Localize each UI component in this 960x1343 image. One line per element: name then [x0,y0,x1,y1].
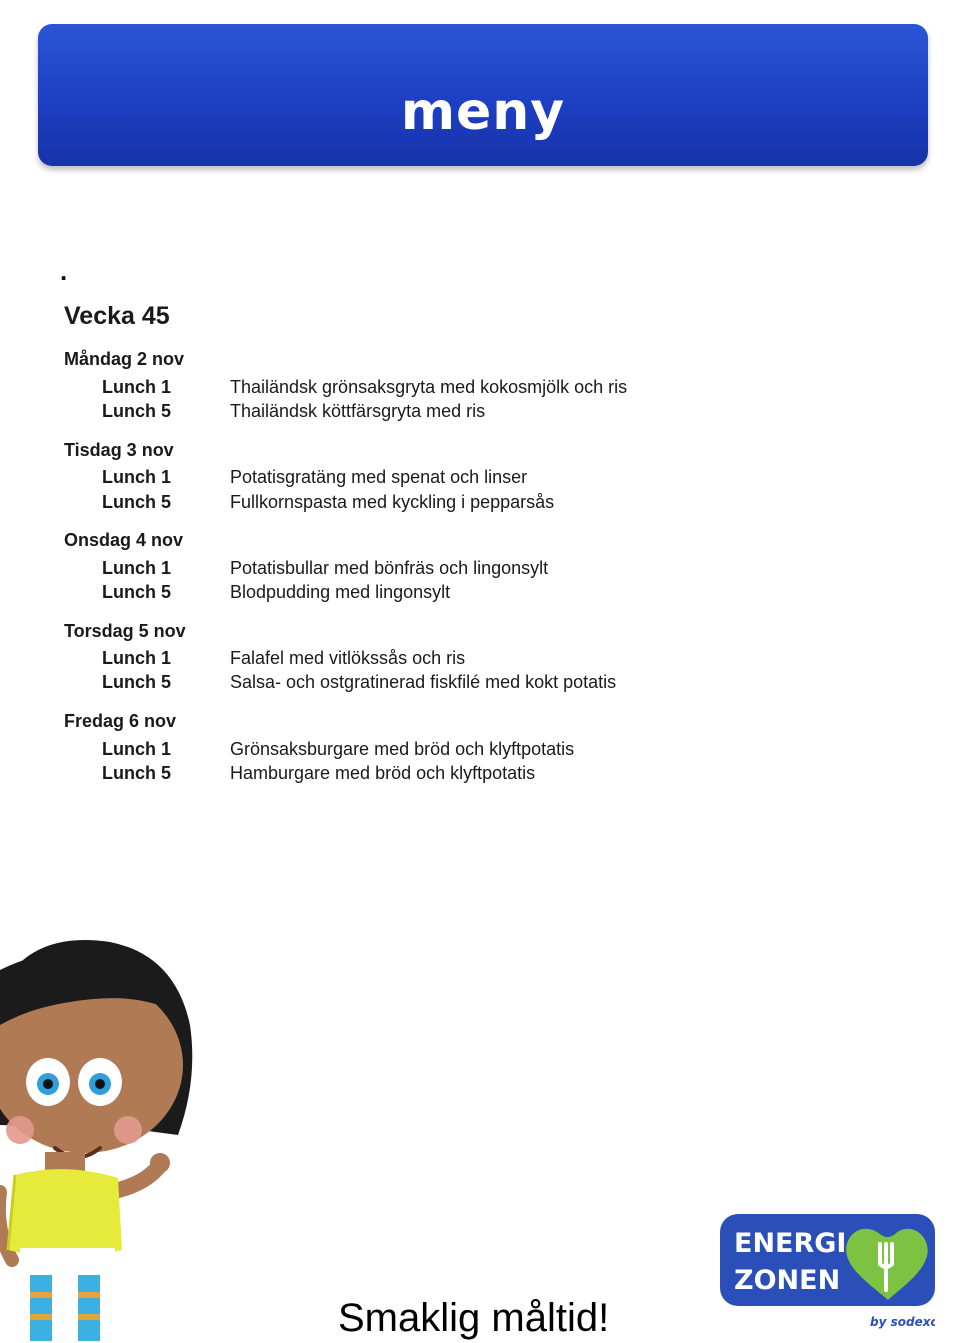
day-heading: Måndag 2 nov [64,349,185,369]
lunch-label: Lunch 5 [102,401,172,421]
dish-text: Potatisgratäng med spenat och linser [230,467,528,487]
header-banner [38,24,928,166]
dish-text: Fullkornspasta med kyckling i pepparsås [230,492,555,512]
dish-text: Thailändsk köttfärsgryta med ris [230,401,486,421]
logo-line1: ENERGI [734,1228,847,1259]
lunch-label: Lunch 1 [102,648,172,668]
dish-text: Blodpudding med lingonsylt [230,582,451,602]
energizonen-logo [720,1214,935,1338]
lunch-label: Lunch 1 [102,558,172,578]
child-mascot-illustration [0,930,260,1341]
day-heading: Torsdag 5 nov [64,621,186,641]
dish-text: Falafel med vitlökssås och ris [230,648,466,668]
dish-text: Grönsaksburgare med bröd och klyftpotatis [230,739,575,759]
day-heading: Fredag 6 nov [64,711,177,731]
lunch-label: Lunch 5 [102,672,172,692]
menu-title: meny [400,82,566,142]
lunch-label: Lunch 1 [102,739,172,759]
logo-line2: ZONEN [734,1265,841,1296]
lunch-label: Lunch 1 [102,377,172,397]
bullet-mark: . [60,256,68,286]
lunch-label: Lunch 5 [102,492,172,512]
lunch-label: Lunch 5 [102,582,172,602]
dish-text: Hamburgare med bröd och klyftpotatis [230,763,536,783]
dish-text: Potatisbullar med bönfräs och lingonsylt [230,558,549,578]
day-heading: Onsdag 4 nov [64,530,184,550]
week-heading: Vecka 45 [64,302,170,330]
day-heading: Tisdag 3 nov [64,440,174,460]
dish-text: Thailändsk grönsaksgryta med kokosmjölk och ris [230,377,628,397]
lunch-label: Lunch 1 [102,467,172,487]
closing-text: Smaklig måltid! [338,1296,610,1340]
logo-by-sodexo: by sodexo [870,1315,935,1329]
lunch-label: Lunch 5 [102,763,172,783]
dish-text: Salsa- och ostgratinerad fiskfilé med kokt potatis [230,672,617,692]
